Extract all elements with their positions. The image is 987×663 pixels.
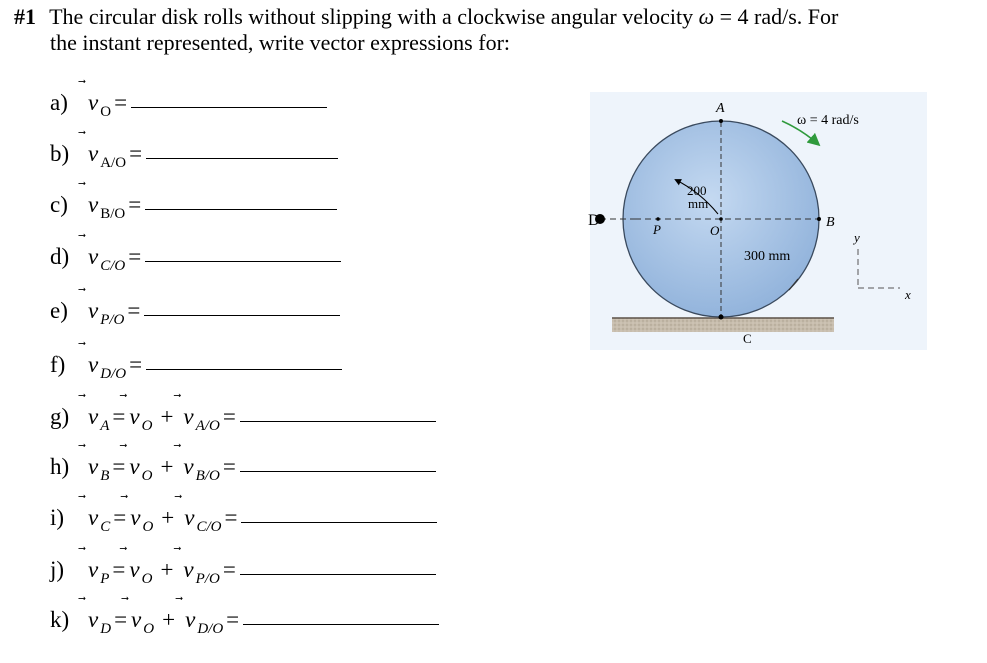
vector-subscript: O xyxy=(100,104,112,120)
item-label: b) xyxy=(50,141,70,166)
vector-subscript: B xyxy=(100,468,110,484)
plus-sign: + xyxy=(160,557,174,582)
label-p: P xyxy=(653,222,661,237)
plus-sign: + xyxy=(160,404,174,429)
vector-subscript: O xyxy=(141,468,153,484)
problem-statement xyxy=(14,4,974,56)
answer-blank[interactable] xyxy=(146,157,338,159)
vector-term: v xyxy=(88,557,99,582)
equals-sign: = xyxy=(128,244,142,269)
item-f xyxy=(50,352,342,382)
vector-term: v xyxy=(184,505,195,530)
item-label: j) xyxy=(50,557,65,582)
radius-200-unit: mm xyxy=(688,196,709,211)
vector-term: v xyxy=(185,607,196,632)
answer-blank[interactable] xyxy=(145,260,341,262)
item-label: d) xyxy=(50,244,70,269)
item-h xyxy=(50,454,436,484)
plus-sign: + xyxy=(162,607,176,632)
plus-sign: + xyxy=(160,454,174,479)
item-g xyxy=(50,404,436,434)
vector-term: v xyxy=(88,298,99,323)
equals-sign: = xyxy=(129,352,143,377)
point-a xyxy=(719,119,723,123)
problem-line2: the instant represented, write vector expressions for: xyxy=(50,30,511,55)
vector-term: v xyxy=(183,454,194,479)
label-b: B xyxy=(826,215,835,230)
item-label: a) xyxy=(50,90,68,115)
label-o: O xyxy=(710,223,720,238)
axis-y-label: y xyxy=(854,230,860,245)
vector-term: v xyxy=(129,557,140,582)
vector-subscript: A/O xyxy=(100,155,127,171)
vector-term: v xyxy=(88,141,99,166)
equals-sign: = xyxy=(226,607,240,632)
equals-sign: = xyxy=(114,607,128,632)
equals-sign: = xyxy=(112,404,126,429)
axis-x-label: x xyxy=(905,287,911,302)
item-label: e) xyxy=(50,298,68,323)
item-label: i) xyxy=(50,505,65,530)
vector-subscript: D/O xyxy=(197,621,224,637)
vector-term: v xyxy=(88,90,99,115)
answer-blank[interactable] xyxy=(131,106,327,108)
item-c xyxy=(50,192,337,222)
item-k xyxy=(50,607,439,637)
equals-sign: = xyxy=(222,404,236,429)
point-p xyxy=(656,217,660,221)
item-j xyxy=(50,557,436,587)
label-d: D xyxy=(588,212,600,229)
vector-term: v xyxy=(88,607,99,632)
omega-label: ω = 4 rad/s xyxy=(797,113,859,128)
radius-200-value: 200 xyxy=(687,183,707,198)
vector-term: v xyxy=(131,607,142,632)
vector-subscript: C/O xyxy=(196,519,222,535)
equals-sign: = xyxy=(129,141,143,166)
equals-sign: = xyxy=(127,298,141,323)
item-i xyxy=(50,505,437,535)
vector-subscript: O xyxy=(141,418,153,434)
vector-subscript: B/O xyxy=(100,206,126,222)
disk-figure xyxy=(590,92,927,350)
ground xyxy=(612,318,834,332)
vector-subscript: O xyxy=(141,571,153,587)
answer-blank[interactable] xyxy=(241,521,437,523)
problem-line1-post: = 4 rad/s. For xyxy=(719,4,839,29)
point-o xyxy=(719,217,723,221)
item-label: f) xyxy=(50,352,66,377)
vector-subscript: P/O xyxy=(100,312,125,328)
vector-subscript: B/O xyxy=(195,468,220,484)
vector-term: v xyxy=(183,557,194,582)
radius-300-label: 300 mm xyxy=(744,249,791,264)
answer-blank[interactable] xyxy=(240,420,436,422)
equals-sign: = xyxy=(112,557,126,582)
vector-subscript: P xyxy=(100,571,110,587)
vector-term: v xyxy=(88,244,99,269)
vector-term: v xyxy=(88,404,99,429)
problem-number: #1 xyxy=(14,4,36,29)
vector-subscript: P/O xyxy=(195,571,220,587)
vector-term: v xyxy=(88,192,99,217)
item-label: k) xyxy=(50,607,70,632)
vector-subscript: C/O xyxy=(100,258,126,274)
equals-sign: = xyxy=(113,505,127,530)
vector-subscript: A/O xyxy=(195,418,220,434)
vector-term: v xyxy=(129,454,140,479)
plus-sign: + xyxy=(161,505,175,530)
vector-subscript: A xyxy=(100,418,110,434)
vector-term: v xyxy=(129,404,140,429)
problem-line1-pre: The circular disk rolls without slipping with a clockwise angular velocity xyxy=(49,4,694,29)
label-a: A xyxy=(716,101,725,116)
answer-blank[interactable] xyxy=(240,573,436,575)
omega-symbol: ω xyxy=(698,4,715,29)
equals-sign: = xyxy=(114,90,128,115)
equals-sign: = xyxy=(224,505,238,530)
vector-term: v xyxy=(183,404,194,429)
item-label: c) xyxy=(50,192,68,217)
item-b xyxy=(50,141,338,171)
answer-blank[interactable] xyxy=(240,470,436,472)
vector-term: v xyxy=(130,505,141,530)
equals-sign: = xyxy=(222,557,236,582)
vector-subscript: D xyxy=(100,621,112,637)
item-e xyxy=(50,298,340,328)
vector-term: v xyxy=(88,352,99,377)
equals-sign: = xyxy=(222,454,236,479)
answer-blank[interactable] xyxy=(146,368,342,370)
answer-blank[interactable] xyxy=(243,623,439,625)
item-label: g) xyxy=(50,404,70,429)
point-b xyxy=(817,217,821,221)
vector-subscript: O xyxy=(142,519,154,535)
answer-blank[interactable] xyxy=(144,314,340,316)
vector-subscript: O xyxy=(143,621,155,637)
equals-sign: = xyxy=(112,454,126,479)
answer-blank[interactable] xyxy=(145,208,337,210)
point-c xyxy=(719,315,724,320)
label-c: C xyxy=(743,331,752,346)
vector-subscript: D/O xyxy=(100,366,127,382)
vector-term: v xyxy=(88,454,99,479)
item-label: h) xyxy=(50,454,70,479)
item-d xyxy=(50,244,341,274)
equals-sign: = xyxy=(128,192,142,217)
vector-subscript: C xyxy=(100,519,111,535)
vector-term: v xyxy=(88,505,99,530)
item-a xyxy=(50,90,327,120)
